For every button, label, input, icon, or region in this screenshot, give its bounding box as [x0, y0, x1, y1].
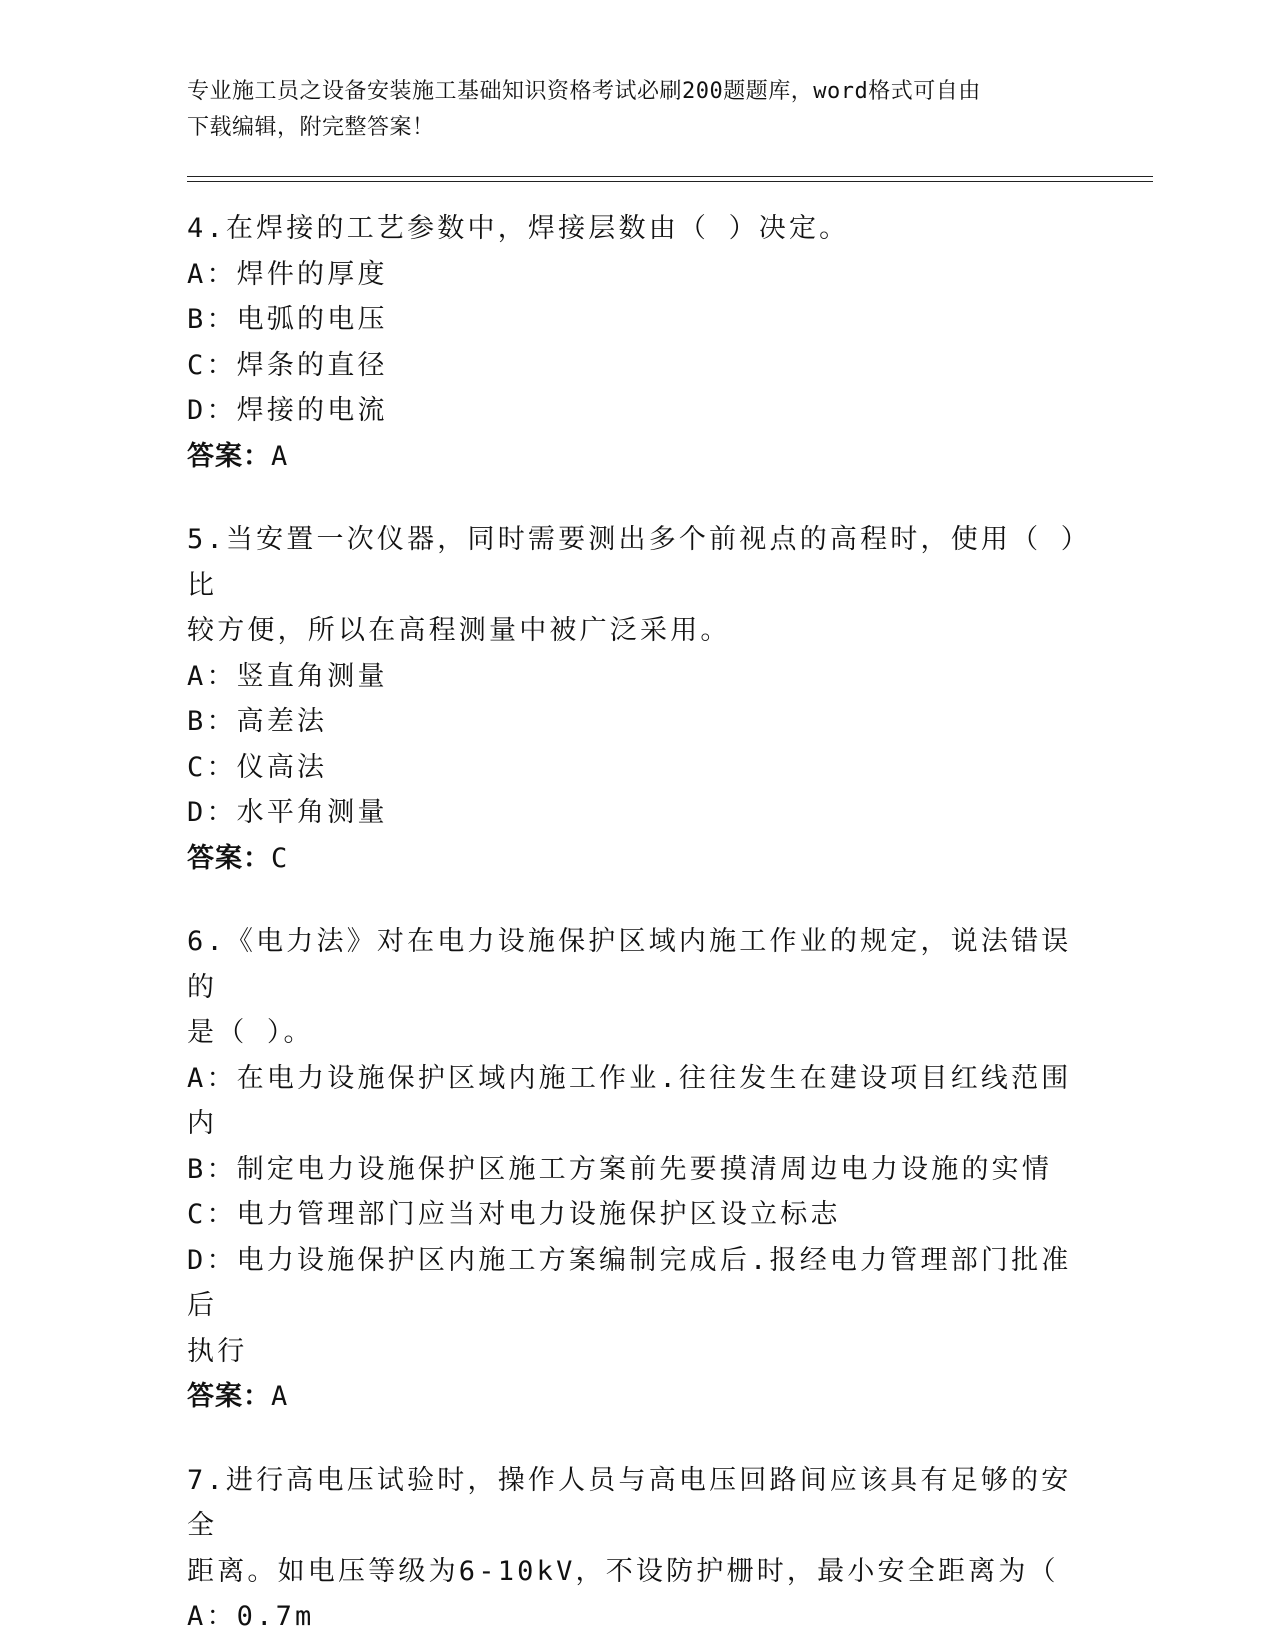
answer-line [187, 434, 1087, 480]
answer-value: A [271, 440, 289, 472]
option-a: A：在电力设施保护区域内施工作业.往往发生在建设项目红线范围内 [187, 1062, 1072, 1139]
question-stem-continued: 距离。如电压等级为6-10kV，不设防护栅时，最小安全距离为（ [187, 1555, 1059, 1587]
answer-line [187, 836, 1087, 882]
header-divider-top [187, 176, 1153, 177]
question-list [187, 206, 1087, 1640]
question-stem: 4.在焊接的工艺参数中，焊接层数由（ ）决定。 [187, 213, 850, 244]
option-c: C：电力管理部门应当对电力设施保护区设立标志 [187, 1199, 841, 1230]
question-stem-continued: 是（ ）。 [187, 1017, 314, 1048]
option-a: A：0.7m [187, 1601, 315, 1632]
option-d-continued: 执行 [187, 1335, 248, 1367]
answer-label: 答案： [187, 842, 271, 874]
question-4 [187, 206, 1087, 479]
header-line-1: 专业施工员之设备安装施工基础知识资格考试必刷200题题库，word格式可自由 [187, 79, 981, 104]
answer-label: 答案： [187, 1381, 271, 1412]
question-stem-continued: 较方便，所以在高程测量中被广泛采用。 [187, 615, 731, 646]
question-5 [187, 517, 1087, 881]
option-a: A：焊件的厚度 [187, 258, 388, 290]
header-divider-bottom [187, 181, 1153, 182]
answer-label: 答案： [187, 440, 271, 472]
option-c: C：焊条的直径 [187, 349, 388, 381]
question-stem: 5.当安置一次仪器，同时需要测出多个前视点的高程时，使用（ ）比 [187, 524, 1078, 601]
option-d: D：水平角测量 [187, 797, 388, 828]
option-b: B：高差法 [187, 706, 328, 737]
option-b: B：制定电力设施保护区施工方案前先要摸清周边电力设施的实情 [187, 1153, 1053, 1185]
answer-value: A [271, 1381, 289, 1412]
option-d: D：焊接的电流 [187, 395, 388, 426]
answer-value: C [271, 842, 289, 874]
option-d: D：电力设施保护区内施工方案编制完成后.报经电力管理部门批准后 [187, 1244, 1072, 1321]
question-7 [187, 1458, 1087, 1640]
option-a: A：竖直角测量 [187, 660, 388, 692]
answer-line [187, 1374, 1087, 1420]
question-stem: 6.《电力法》对在电力设施保护区域内施工作业的规定，说法错误的 [187, 926, 1072, 1003]
option-c: C：仪高法 [187, 751, 328, 783]
document-header [187, 74, 1067, 146]
question-6 [187, 919, 1087, 1420]
question-stem: 7.进行高电压试验时，操作人员与高电压回路间应该具有足够的安全 [187, 1464, 1072, 1541]
option-b: B：电弧的电压 [187, 304, 388, 335]
header-line-2: 下载编辑，附完整答案！ [187, 115, 435, 140]
